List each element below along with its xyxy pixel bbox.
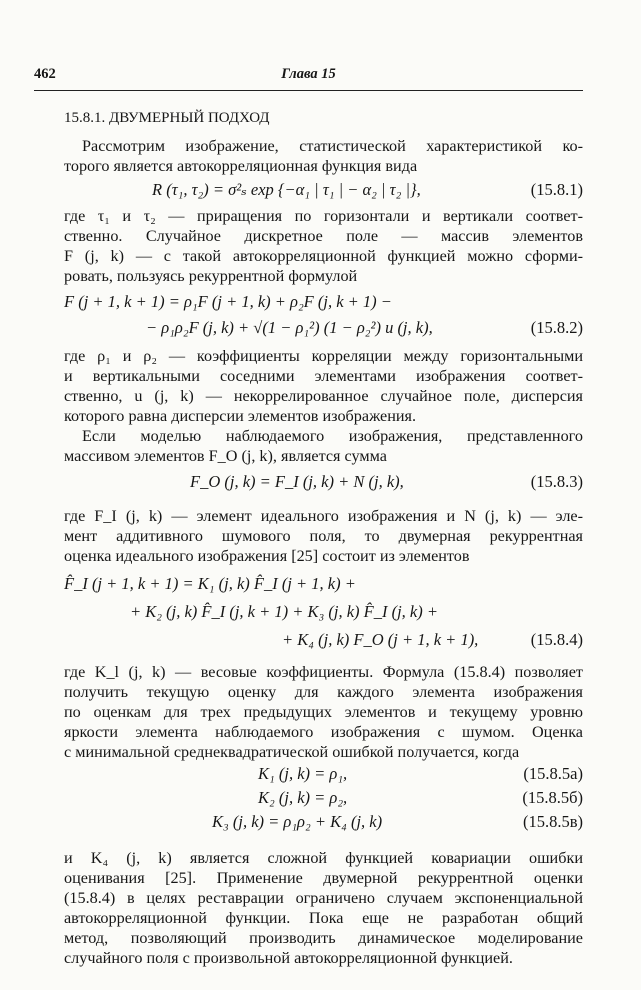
text-line: Рассмотрим изображение, статистической характеристикой ко-	[82, 137, 583, 155]
equation-body: − ρ₁ρ₂F (j, k) + √(1 − ρ₁²) (1 − ρ₂²) u (j, k),	[146, 318, 433, 337]
equation-body: R (τ₁, τ₂) = σ²ₛ exp {−α₁ | τ₁ | − α₂ | τ₂ |},	[152, 180, 421, 199]
equation-15-8-4-line1	[64, 574, 583, 596]
text-line: ровать, пользуясь рекуррентной формулой	[64, 267, 358, 285]
equation-body: F_O (j, k) = F_I (j, k) + N (j, k),	[190, 472, 404, 491]
text-line: торого является автокорреляционная функция вида	[64, 157, 418, 175]
text-line: получить текущую оценку для каждого элемента изображения	[64, 683, 583, 701]
text-line: мент аддитивного шумового поля, то двумерная рекуррентная	[64, 527, 583, 545]
equation-body: + K₂ (j, k) F̂_I (j, k + 1) + K₃ (j, k) F̂_I (j, k) +	[130, 602, 439, 621]
equation-body: K₃ (j, k) = ρ₁ρ₂ + K₄ (j, k)	[212, 812, 383, 831]
page-number: 462	[34, 66, 56, 82]
equation-15-8-5b	[64, 788, 583, 810]
equation-number: (15.8.4)	[530, 630, 583, 649]
text-line: ственно, u (j, k) — некоррелированное случайное поле, дисперсия	[64, 387, 583, 405]
text-line: с минимальной среднеквадратической ошибкой получается, когда	[64, 743, 520, 761]
equation-15-8-3	[64, 472, 583, 494]
equation-number: (15.8.3)	[530, 472, 583, 491]
equation-15-8-4-line3	[64, 630, 583, 652]
equation-number: (15.8.5а)	[523, 764, 583, 783]
equation-number: (15.8.5б)	[522, 788, 583, 807]
text-line: Если моделью наблюдаемого изображения, представленного	[82, 427, 583, 445]
equation-15-8-2-line1	[64, 292, 583, 314]
text-line: (15.8.4) в целях реставрации ограничено случаем экспоненциальной	[64, 889, 583, 907]
equation-15-8-4-line2	[64, 602, 583, 624]
text-line: где F_I (j, k) — элемент идеального изображения и N (j, k) — эле-	[64, 507, 583, 525]
equation-body: K₂ (j, k) = ρ₂,	[258, 788, 348, 807]
text-line: массивом элементов F_O (j, k), является сумма	[64, 447, 387, 465]
text-line: оценка идеального изображения [25] состоит из элементов	[64, 547, 470, 565]
equation-15-8-2-line2	[64, 318, 583, 340]
text-line: и K₄ (j, k) является сложной функцией ковариации ошибки	[64, 849, 583, 867]
text-line: и вертикальными соседними элементами изображения соответ-	[64, 367, 583, 385]
equation-number: (15.8.2)	[530, 318, 583, 337]
text-line: F (j, k) — с такой автокорреляционной функцией можно сформи-	[64, 247, 583, 265]
text-line: метод, позволяющий производить динамическое моделирование	[64, 929, 583, 947]
equation-15-8-5c	[64, 812, 583, 834]
text-line: где τ₁ и τ₂ — приращения по горизонтали и вертикали соответ-	[64, 207, 583, 225]
equation-body: F (j + 1, k + 1) = ρ₁F (j + 1, k) + ρ₂F (j, k + 1) −	[64, 292, 392, 311]
equation-body: F̂_I (j + 1, k + 1) = K₁ (j, k) F̂_I (j + 1, k) +	[64, 574, 356, 593]
text-line: яркости элемента наблюдаемого изображения с шумом. Оценка	[64, 723, 583, 741]
text-line: по оценкам для трех предыдущих элементов и текущему уровню	[64, 703, 583, 721]
text-line: случайного поля с произвольной автокорреляционной функцией.	[64, 949, 513, 967]
text-line: которого равна дисперсии элементов изображения.	[64, 407, 417, 425]
equation-body: K₁ (j, k) = ρ₁,	[258, 764, 348, 783]
equation-number: (15.8.5в)	[522, 812, 583, 831]
equation-15-8-5a	[64, 764, 583, 786]
section-title: 15.8.1. ДВУМЕРНЫЙ ПОДХОД	[64, 110, 270, 126]
equation-body: + K₄ (j, k) F_O (j + 1, k + 1),	[282, 630, 479, 649]
text-line: оценивания [25]. Применение двумерной рекуррентной оценки	[64, 869, 583, 887]
equation-number: (15.8.1)	[530, 180, 583, 199]
header-rule	[34, 90, 583, 91]
text-line: где K_l (j, k) — весовые коэффициенты. Формула (15.8.4) позволяет	[64, 663, 583, 681]
text-line: ственно. Случайное дискретное поле — массив элементов	[64, 227, 583, 245]
chapter-title: Глава 15	[281, 66, 336, 82]
text-line: где ρ₁ и ρ₂ — коэффициенты корреляции между горизонтальными	[64, 347, 583, 365]
equation-15-8-1	[64, 180, 583, 202]
text-line: автокорреляционной функции. Пока еще не разработан общий	[64, 909, 583, 927]
